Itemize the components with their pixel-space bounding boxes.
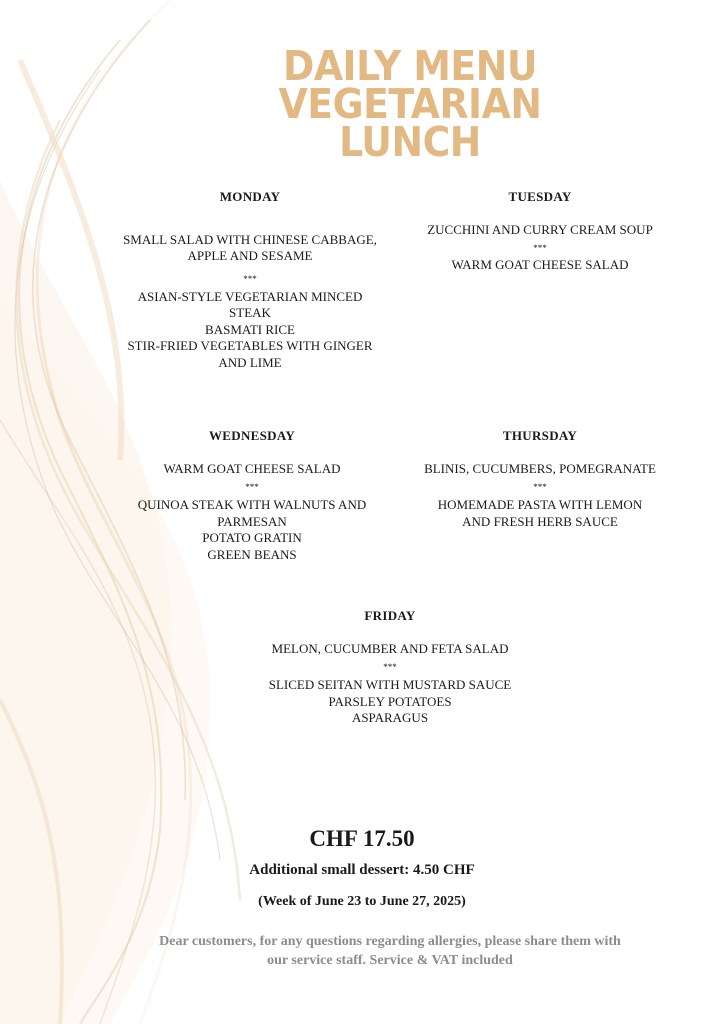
- dish-line: SLICED SEITAN WITH MUSTARD SAUCE: [268, 677, 512, 692]
- course-separator: ***: [245, 482, 259, 492]
- dish-line: PARMESAN: [217, 513, 287, 529]
- dish-line: AND LIME: [218, 354, 282, 370]
- day-tuesday: [400, 189, 680, 274]
- dish-line: STIR-FRIED VEGETABLES WITH GINGER: [127, 338, 373, 353]
- day-wednesday: [110, 428, 394, 563]
- dish-line: WARM GOAT CHEESE SALAD: [163, 460, 341, 476]
- dish-line: HOMEMADE PASTA WITH LEMON: [437, 497, 643, 512]
- allergy-note-line-1: Dear customers, for any questions regarding allergies, please share them with: [159, 934, 621, 949]
- title-line-3: LUNCH: [339, 118, 481, 166]
- dish-line: PARSLEY POTATOES: [328, 693, 452, 709]
- allergy-note: [120, 932, 660, 970]
- course-separator: ***: [533, 243, 547, 253]
- dish-line: POTATO GRATIN: [202, 530, 302, 545]
- dish-line: ASPARAGUS: [351, 710, 429, 725]
- dish-line: MELON, CUCUMBER AND FETA SALAD: [271, 640, 509, 656]
- dish-line: AND FRESH HERB SAUCE: [462, 513, 618, 529]
- dish-line: APPLE AND SESAME: [187, 248, 313, 263]
- dish-line: STEAK: [229, 305, 271, 320]
- day-thursday: [398, 428, 682, 530]
- dish-line: ASIAN-STYLE VEGETARIAN MINCED: [137, 288, 363, 304]
- day-heading: THURSDAY: [502, 428, 578, 443]
- title-line-1: DAILY MENU: [282, 42, 538, 90]
- price: CHF 17.50: [309, 826, 415, 851]
- week-range: (Week of June 23 to June 27, 2025): [258, 894, 466, 909]
- day-heading: FRIDAY: [364, 608, 416, 623]
- course-separator: ***: [383, 662, 397, 672]
- dessert-price: Additional small dessert: 4.50 CHF: [249, 862, 475, 878]
- dish-line: WARM GOAT CHEESE SALAD: [451, 257, 629, 272]
- day-heading: MONDAY: [219, 189, 281, 204]
- course-separator: ***: [243, 273, 257, 284]
- dish-line: QUINOA STEAK WITH WALNUTS AND: [137, 497, 367, 512]
- day-monday: [110, 189, 390, 371]
- title-line-2: VEGETARIAN: [278, 80, 542, 128]
- allergy-note-line-2: our service staff. Service & VAT included: [267, 953, 513, 968]
- day-heading: TUESDAY: [508, 189, 572, 204]
- course-separator: ***: [533, 482, 547, 492]
- day-heading: WEDNESDAY: [208, 428, 296, 443]
- dish-line: GREEN BEANS: [207, 546, 297, 562]
- dish-line: BASMATI RICE: [205, 321, 295, 337]
- day-friday: [230, 608, 550, 727]
- dish-line: ZUCCHINI AND CURRY CREAM SOUP: [427, 221, 653, 237]
- dish-line: BLINIS, CUCUMBERS, POMEGRANATE: [424, 460, 656, 476]
- dish-line: SMALL SALAD WITH CHINESE CABBAGE,: [123, 231, 377, 247]
